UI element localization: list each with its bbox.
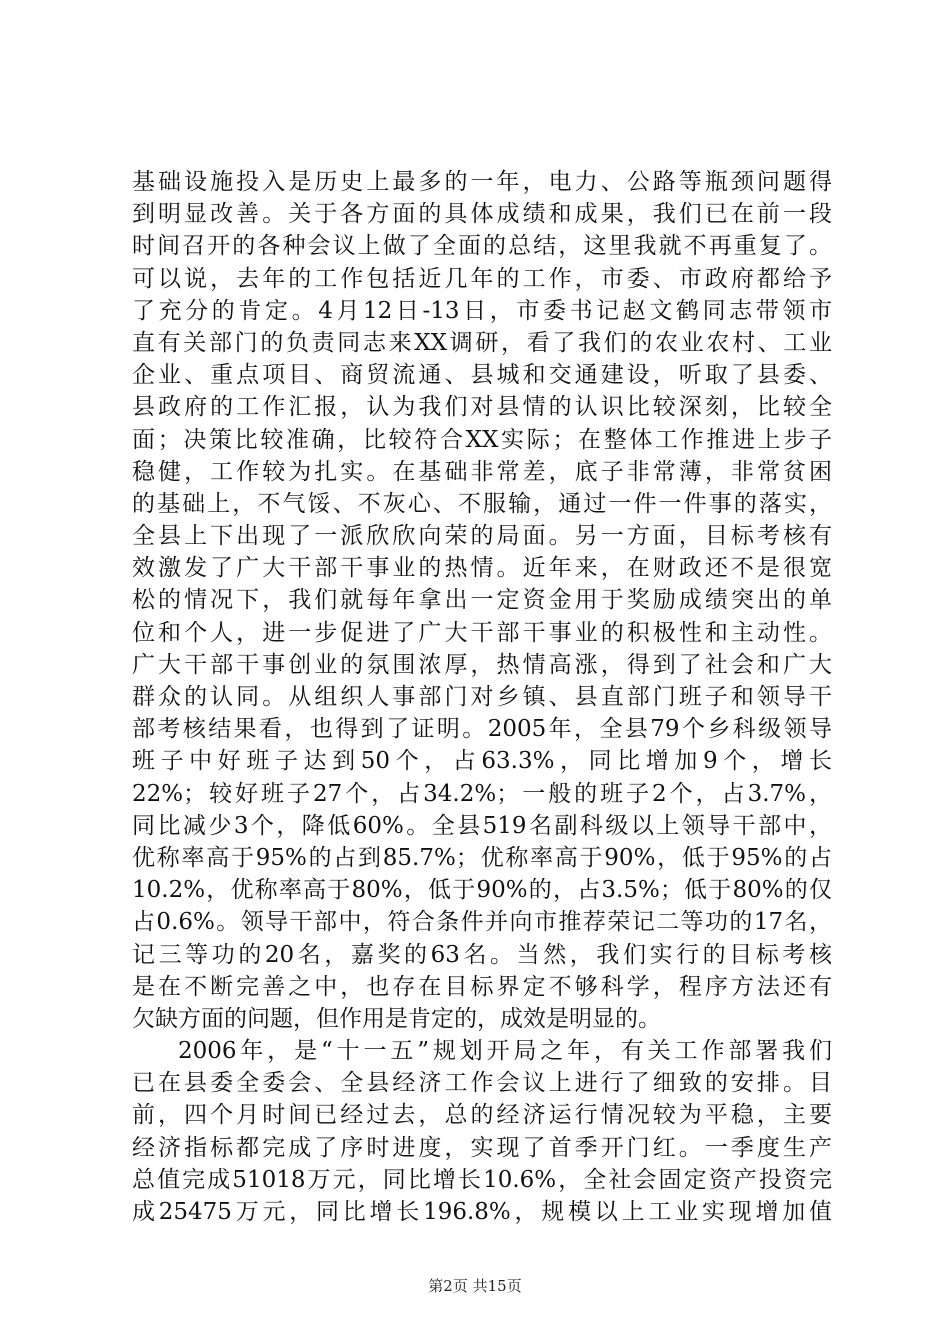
text-line: 班子中好班子达到50个，占63.3%，同比增加9个，增长 [132, 748, 832, 775]
text-line: 直有关部门的负责同志来XX调研，看了我们的农业农村、工业 [132, 329, 832, 356]
text-line: 已在县委全委会、全县经济工作会议上进行了细致的安排。目 [132, 1070, 832, 1097]
text-line: 位和个人，进一步促进了广大干部干事业的积极性和主动性。 [132, 619, 832, 646]
text-line: 占0.6%。领导干部中，符合条件并向市推荐荣记二等功的17名， [132, 909, 832, 936]
text-line: 记三等功的20名，嘉奖的63名。当然，我们实行的目标考核 [132, 941, 832, 968]
text-line: 经济指标都完成了序时进度，实现了首季开门红。一季度生产 [132, 1134, 832, 1161]
text-line: 成25475万元，同比增长196.8%，规模以上工业实现增加值 [132, 1199, 832, 1225]
text-line: 总值完成51018万元，同比增长10.6%，全社会固定资产投资完 [132, 1166, 832, 1193]
document-body [132, 166, 832, 1228]
text-line: 部考核结果看，也得到了证明。2005年，全县79个乡科级领导 [132, 716, 832, 743]
text-line: 前，四个月时间已经过去，总的经济运行情况较为平稳，主要 [132, 1102, 832, 1129]
text-line: 可以说，去年的工作包括近几年的工作，市委、市政府都给予 [132, 265, 832, 292]
text-line: 群众的认同。从组织人事部门对乡镇、县直部门班子和领导干 [132, 684, 832, 710]
page-number-footer: 第2页 共15页 [428, 1277, 522, 1295]
text-line: 到明显改善。关于各方面的具体成绩和成果，我们已在前一段 [132, 201, 832, 228]
text-line: 是在不断完善之中，也存在目标界定不够科学，程序方法还有 [132, 973, 832, 1000]
text-line: 企业、重点项目、商贸流通、县城和交通建设，听取了县委、 [132, 362, 832, 389]
text-line: 基础设施投入是历史上最多的一年，电力、公路等瓶颈问题得 [132, 169, 832, 195]
text-line: 的基础上，不气馁、不灰心、不服输，通过一件一件事的落实， [132, 490, 832, 517]
text-line: 广大干部干事创业的氛围浓厚，热情高涨，得到了社会和广大 [132, 651, 832, 678]
text-line: 松的情况下，我们就每年拿出一定资金用于奖励成绩突出的单 [132, 587, 832, 614]
text-line: 优称率高于95%的占到85.7%；优称率高于90%，低于95%的占 [132, 844, 832, 871]
text-line: 县政府的工作汇报，认为我们对县情的认识比较深刻，比较全 [132, 394, 832, 421]
text-line: 效激发了广大干部干事业的热情。近年来，在财政还不是很宽 [132, 555, 832, 582]
text-line: 同比减少3个，降低60%。全县519名副科级以上领导干部中， [132, 812, 832, 839]
text-line: 全县上下出现了一派欣欣向荣的局面。另一方面，目标考核有 [132, 523, 832, 550]
text-line: 稳健，工作较为扎实。在基础非常差，底子非常薄，非常贫困 [132, 458, 832, 485]
text-line: 面；决策比较准确，比较符合XX实际；在整体工作推进上步子 [132, 426, 832, 453]
text-line: 22%；较好班子27个，占34.2%；一般的班子2个，占3.7%， [132, 780, 832, 807]
text-line: 时间召开的各种会议上做了全面的总结，这里我就不再重复了。 [132, 233, 832, 260]
text-line: 10.2%，优称率高于80%，低于90%的，占3.5%；低于80%的仅 [132, 877, 832, 904]
text-line-paragraph-end: 欠缺方面的问题，但作用是肯定的，成效是明显的。 [132, 1005, 661, 1032]
text-line: 了充分的肯定。4月12日-13日，市委书记赵文鹤同志带领市 [132, 297, 832, 324]
text-line-paragraph-start: 2006年，是“十一五”规划开局之年，有关工作部署我们 [178, 1038, 832, 1065]
